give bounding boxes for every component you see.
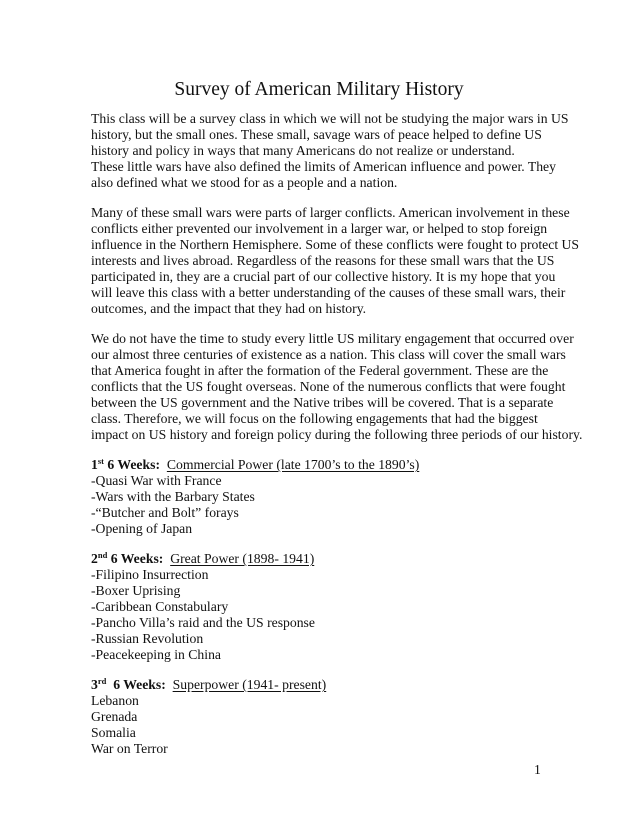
list-item: -Pancho Villa’s raid and the US response — [91, 615, 315, 630]
section-ordinal: nd — [97, 550, 108, 560]
section-number: 1 — [91, 457, 98, 472]
paragraph-line: between the US government and the Native tribes will be covered. That is a separate — [91, 395, 554, 410]
page-number: 1 — [534, 762, 541, 777]
paragraph-line: conflicts either prevented our involvement in a larger war, or helped to stop foreign — [91, 221, 548, 236]
section-title: Great Power (1898- 1941) — [170, 551, 315, 566]
section-number: 2 — [91, 551, 98, 566]
paragraph-line: participated in, they are a crucial part of our collective history. It is my hope that you — [91, 269, 556, 284]
paragraph-line: impact on US history and foreign policy during the following three periods of our history. — [91, 427, 583, 442]
paragraph-line: This class will be a survey class in which we will not be studying the major wars in US — [91, 111, 569, 126]
paragraph-line: history and policy in ways that many Americans do not realize or understand. — [91, 143, 515, 158]
paragraph-line: that America fought in after the formation of the Federal government. These are the — [91, 363, 549, 378]
paragraph-line: influence in the Northern Hemisphere. Some of these conflicts were fought to protect US — [91, 237, 580, 252]
section-heading — [91, 457, 419, 473]
list-item: -Filipino Insurrection — [91, 567, 209, 582]
paragraph-line: We do not have the time to study every little US military engagement that occurred over — [91, 331, 574, 346]
list-item: Lebanon — [91, 693, 139, 708]
paragraph-line: interests and lives abroad. Regardless of the reasons for these small wars that the US — [91, 253, 555, 268]
document-title: Survey of American Military History — [174, 79, 464, 100]
section-ordinal: st — [97, 456, 104, 466]
list-item: Somalia — [91, 725, 136, 740]
paragraph-line: These little wars have also defined the limits of American influence and power. They — [91, 159, 556, 174]
section-title: Superpower (1941- present) — [172, 677, 327, 692]
list-item: -Quasi War with France — [91, 473, 222, 488]
section-title: Commercial Power (late 1700’s to the 1890’s) — [166, 457, 420, 472]
list-item: -Russian Revolution — [91, 631, 204, 646]
list-item: -Peacekeeping in China — [91, 647, 221, 662]
list-item: -“Butcher and Bolt” forays — [91, 505, 239, 520]
list-item: -Caribbean Constabulary — [91, 599, 229, 614]
paragraph-line: will leave this class with a better understanding of the causes of these small wars, their — [91, 285, 566, 300]
paragraph-line: conflicts that the US fought overseas. None of the numerous conflicts that were fought — [91, 379, 566, 394]
list-item: -Wars with the Barbary States — [91, 489, 255, 504]
section-label: 6 Weeks: — [103, 457, 161, 472]
list-item: Grenada — [91, 709, 138, 724]
list-item: -Opening of Japan — [91, 521, 193, 536]
list-item: War on Terror — [91, 741, 168, 756]
section-label: 6 Weeks: — [107, 551, 164, 566]
section-number: 3 — [91, 677, 98, 692]
paragraph-line: our almost three centuries of existence as a nation. This class will cover the small wars — [91, 347, 566, 362]
paragraph-line: history, but the small ones. These small, savage wars of peace helped to define US — [91, 127, 542, 142]
paragraph-line: outcomes, and the impact that they had on history. — [91, 301, 367, 316]
paragraph-line: class. Therefore, we will focus on the following engagements that had the biggest — [91, 411, 538, 426]
section-heading — [91, 551, 314, 567]
section-label: 6 Weeks: — [106, 677, 166, 692]
paragraph-line: also defined what we stood for as a people and a nation. — [91, 175, 398, 190]
paragraph-line: Many of these small wars were parts of larger conflicts. American involvement in these — [91, 205, 570, 220]
section-heading — [91, 677, 326, 693]
section-ordinal: rd — [97, 676, 107, 686]
list-item: -Boxer Uprising — [91, 583, 181, 598]
